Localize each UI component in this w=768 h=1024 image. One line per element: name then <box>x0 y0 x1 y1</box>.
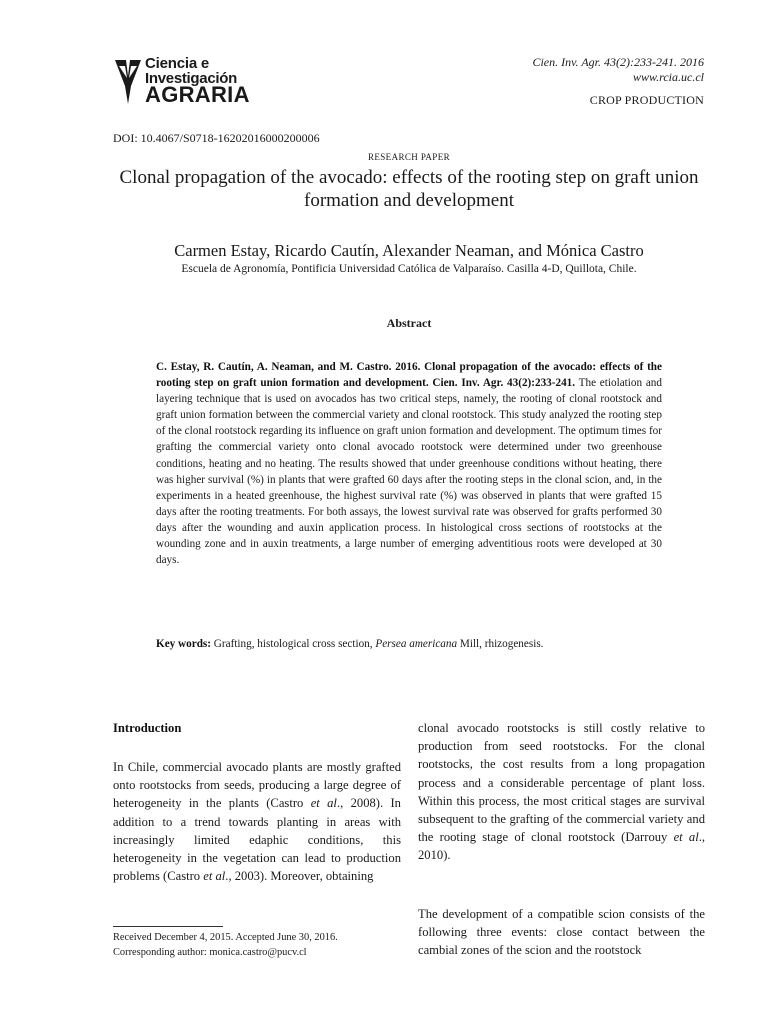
paper-type-label: RESEARCH PAPER <box>367 152 451 162</box>
abstract-citation: C. Estay, R. Cautín, A. Neaman, and M. Castro. 2016. Clonal propagation of the avocado: effects of the rooting step on graft union formation and development. Cien. Inv. Agr. 43(2):233-241. <box>156 361 662 390</box>
article-title: Clonal propagation of the avocado: effects of the rooting step on graft union formation and development <box>119 167 699 211</box>
article-authors: Carmen Estay, Ricardo Cautín, Alexander Neaman, and Mónica Castro <box>174 241 644 260</box>
p2-text-b: ., 2010). <box>418 830 705 863</box>
p2-text-a: clonal avocado rootstocks is still costly relative to production from seed rootstocks. For the clonal rootstocks, the cost results from a long propagation process and a considerable percentage of plant loss. Within this process, the most critical stages are survival subsequent to the grafting of the commercial variety and the rooting stage of clonal rootstock (Darrouy <box>418 721 705 845</box>
keywords-text: Grafting, histological cross section, <box>211 638 376 650</box>
footnotes <box>113 931 338 960</box>
p1-et-al-1: et al <box>310 796 337 811</box>
logo-text-line1: Ciencia e <box>145 55 210 72</box>
introduction-heading: Introduction <box>113 721 182 735</box>
journal-logo <box>113 52 263 112</box>
received-date: Received December 4, 2015. Accepted June 30, 2016. <box>113 932 338 943</box>
doi-link[interactable]: DOI: 10.4067/S0718-16202016000200006 <box>113 131 320 145</box>
keywords-species: Persea americana <box>375 638 458 650</box>
abstract-heading: Abstract <box>386 316 432 330</box>
journal-citation: Cien. Inv. Agr. 43(2):233-241. 2016 <box>532 55 704 69</box>
intro-paragraph-1 <box>113 758 401 885</box>
author-affiliation: Escuela de Agronomía, Pontificia Universidad Católica de Valparaíso. Casilla 4-D, Quillota, Chile. <box>181 263 637 275</box>
p1-et-al-2: et al <box>203 869 226 884</box>
p2-et-al: et al <box>673 830 699 845</box>
keywords-label: Key words: <box>156 638 211 650</box>
intro-paragraph-2 <box>418 719 705 865</box>
logo-text-line2: Investigación <box>145 70 237 87</box>
journal-citation-block <box>532 55 704 85</box>
keywords-text-end: Mill, rhizogenesis. <box>457 638 544 650</box>
p1-text-b: ., 2008). In addition to a trend towards planting in areas with increasingly limited edaphic conditions, this heterogeneity in the vegetation can lead to production problems (Castro <box>113 796 401 884</box>
intro-paragraph-3: The development of a compatible scion consists of the following three events: close contact between the cambial zones of the scion and the rootstock <box>418 907 705 958</box>
keywords <box>156 636 662 652</box>
logo-text-line3: AGRARIA <box>145 82 250 107</box>
corresponding-author[interactable]: Corresponding author: monica.castro@pucv.cl <box>113 946 307 958</box>
p1-text-a: In Chile, commercial avocado plants are mostly grafted onto rootstocks from seeds, producing a large degree of heterogeneity in the plants (Castro <box>113 760 401 811</box>
journal-website-link[interactable]: www.rcia.uc.cl <box>633 70 704 84</box>
abstract-text: The etiolation and layering technique that is used on avocados has two critical steps, namely, the rooting of clonal rootstock and graft union formation between the commercial variety and clonal rootstock. This study analyzed the rooting step of the clonal rootstock regarding its influence on graft union formation and development. The optimum times for grafting the commercial variety onto clonal avocado rootstock were determined under two greenhouse conditions, heating and no heating. The results showed that under greenhouse conditions without heating, there was higher survival (%) in plants that were grafted 60 days after the rooting steps in the clonal scion, and, in the experiments in a heated greenhouse, the highest survival rate (%) was observed in plants that were grafted 15 days after the rooting treatments. For both assays, the lowest survival rate was observed for grafts performed 30 days after the wounding and auxin application process. In histological cross sections of rootstocks at the wounding zone and in auxin treatments, a large number of emerging adventitious roots were developed at 30 days. <box>156 377 662 567</box>
p1-text-c: ., 2003). Moreover, obtaining <box>225 869 374 884</box>
abstract-body <box>156 359 662 568</box>
leaf-logo-icon <box>113 56 143 108</box>
footnote-divider <box>113 926 223 927</box>
section-label: CROP PRODUCTION <box>589 93 704 107</box>
